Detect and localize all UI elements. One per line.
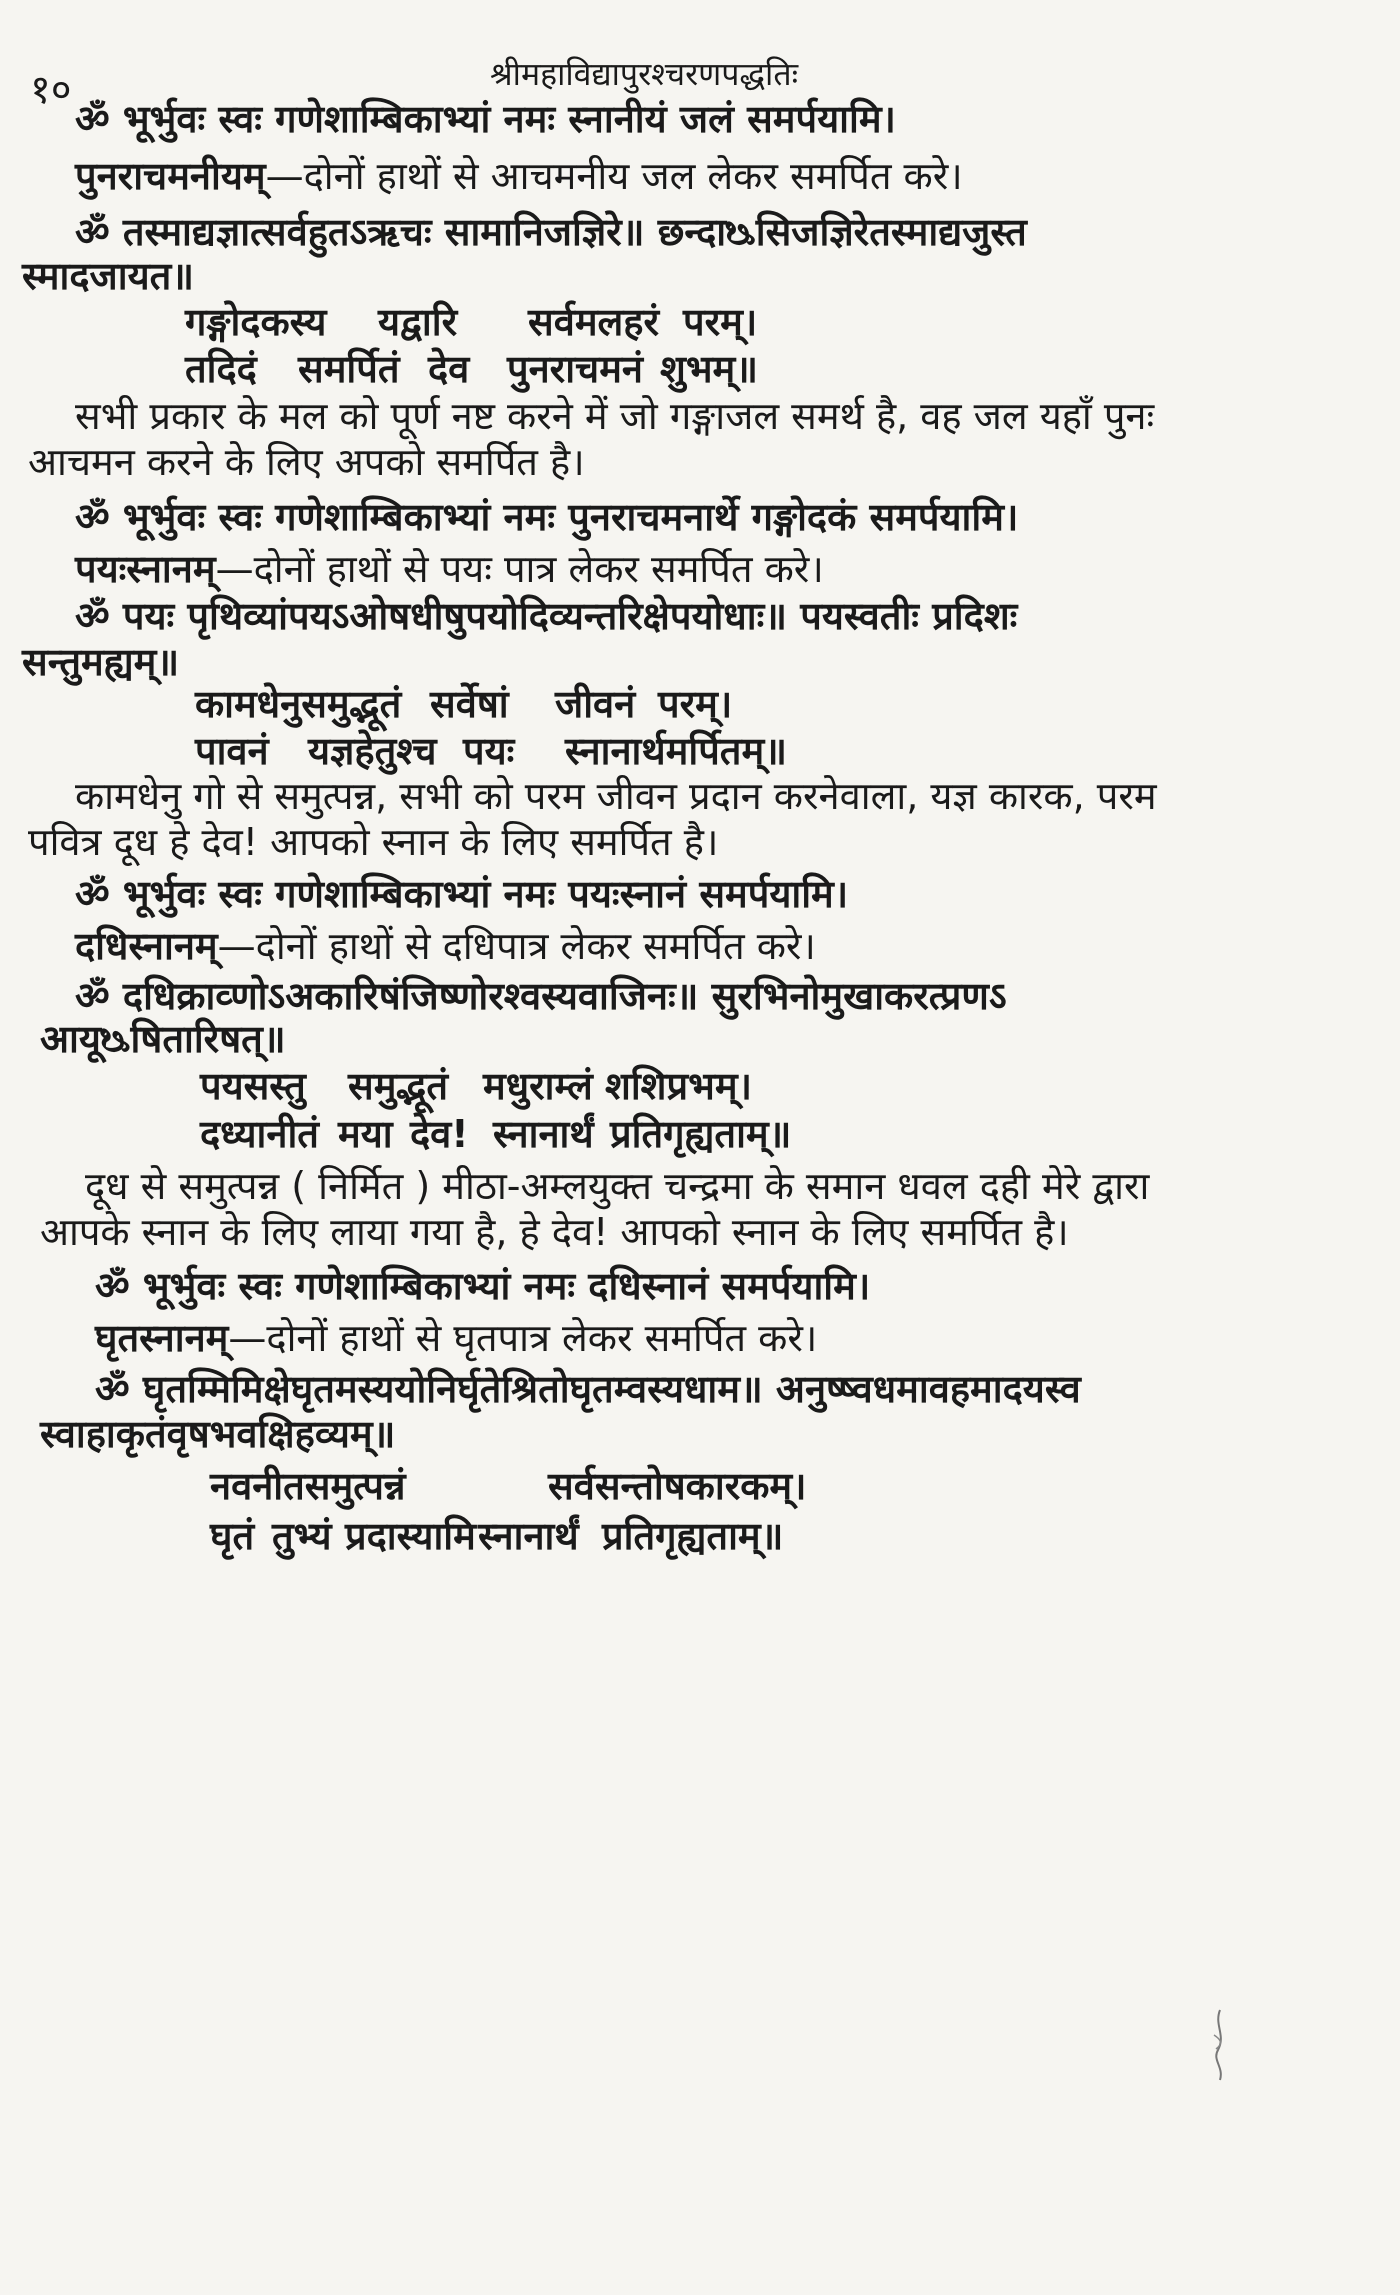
verse-word: प्रदास्यामि xyxy=(345,1514,476,1558)
verse-line xyxy=(0,680,1400,728)
instruction-text: —दोनों हाथों से पयः पात्र लेकर समर्पित करे। xyxy=(215,547,824,591)
section-heading: पयःस्नानम् xyxy=(75,547,216,591)
verse-word: शशिप्रभम्। xyxy=(605,1064,752,1108)
verse-word: सर्वमलहरं xyxy=(528,300,660,344)
verse-word: तुभ्यं xyxy=(272,1514,332,1558)
instruction-text: —दोनों हाथों से दधिपात्र लेकर समर्पित करे। xyxy=(217,924,816,968)
mantra-line: सन्तुमह्यम्॥ xyxy=(22,640,180,684)
mantra-line: ॐ भूर्भुवः स्वः गणेशाम्बिकाभ्यां नमः पयःस्नानं समर्पयामि। xyxy=(75,872,849,916)
mantra-line: आयूᳬषितारिषत्॥ xyxy=(40,1017,286,1061)
verse-line xyxy=(0,345,1400,393)
verse-line xyxy=(0,1062,1400,1110)
verse-word: मधुराम्लं xyxy=(483,1064,593,1108)
mantra-line: स्वाहाकृतंवृषभवक्षिहव्यम्॥ xyxy=(40,1412,396,1456)
instruction-line xyxy=(75,152,963,200)
instruction-line xyxy=(75,545,824,593)
verse-line xyxy=(0,1462,1400,1510)
mantra-line: ॐ भूर्भुवः स्वः गणेशाम्बिकाभ्यां नमः स्नानीयं जलं समर्पयामि। xyxy=(75,97,896,141)
verse-word: यद्वारि xyxy=(378,300,458,344)
mantra-line: स्मादजायत॥ xyxy=(22,254,195,298)
verse-word: पुनराचमनं xyxy=(507,347,644,391)
verse-word: समर्पितं xyxy=(298,347,400,391)
verse-line xyxy=(0,1512,1400,1560)
verse-word: कामधेनुसमुद्भूतं xyxy=(195,682,402,726)
verse-word: शुभम्॥ xyxy=(660,347,759,391)
instruction-line xyxy=(75,922,816,970)
mantra-line: ॐ भूर्भुवः स्वः गणेशाम्बिकाभ्यां नमः पुनराचमनार्थे गङ्गोदकं समर्पयामि। xyxy=(75,495,1019,539)
instruction-text: —दोनों हाथों से आचमनीय जल लेकर समर्पित करे। xyxy=(265,154,963,198)
verse-word: यज्ञहेतुश्च xyxy=(308,729,437,773)
verse-word: दध्यानीतं xyxy=(200,1112,319,1156)
verse-word: तदिदं xyxy=(185,347,257,391)
verse-word: सर्वसन्तोषकारकम्। xyxy=(548,1464,807,1508)
translation-line: आचमन करने के लिए अपको समर्पित है। xyxy=(28,440,585,484)
mantra-line: ॐ दधिक्राव्णोऽअकारिषंजिष्णोरश्वस्यवाजिनः॥ सुरभिनोमुखाकरत्प्रणऽ xyxy=(75,974,1007,1018)
ink-smudge-icon xyxy=(1200,2005,1240,2085)
translation-line: आपके स्नान के लिए लाया गया है, हे देव! आपको स्नान के लिए समर्पित है। xyxy=(40,1210,1069,1254)
verse-word: परम्। xyxy=(658,682,733,726)
verse-word: समुद्भूतं xyxy=(348,1064,449,1108)
mantra-line: ॐ पयः पृथिव्यांपयऽओषधीषुपयोदिव्यन्तरिक्षेपयोधाः॥ पयस्वतीः प्रदिशः xyxy=(75,594,1018,638)
translation-line: कामधेनु गो से समुत्पन्न, सभी को परम जीवन प्रदान करनेवाला, यज्ञ कारक, परम xyxy=(75,774,1157,818)
verse-word: पावनं xyxy=(195,729,269,773)
verse-line xyxy=(0,727,1400,775)
verse-word: प्रतिगृह्यताम्॥ xyxy=(610,1112,792,1156)
verse-word: स्नानार्थं xyxy=(493,1112,594,1156)
instruction-text: —दोनों हाथों से घृतपात्र लेकर समर्पित करे। xyxy=(228,1316,818,1360)
mantra-line: ॐ भूर्भुवः स्वः गणेशाम्बिकाभ्यां नमः दधिस्नानं समर्पयामि। xyxy=(95,1264,871,1308)
verse-word: जीवनं xyxy=(555,682,636,726)
verse-word: पयसस्तु xyxy=(200,1064,306,1108)
running-title: श्रीमहाविद्यापुरश्चरणपद्धतिः xyxy=(490,55,799,93)
translation-line: सभी प्रकार के मल को पूर्ण नष्ट करने में जो गङ्गाजल समर्थ है, वह जल यहाँ पुनः xyxy=(75,394,1155,438)
verse-word: गङ्गोदकस्य xyxy=(185,300,327,344)
verse-word: सर्वेषां xyxy=(430,682,509,726)
verse-word: घृतं xyxy=(210,1514,255,1558)
section-heading: पुनराचमनीयम् xyxy=(75,154,266,198)
verse-word: प्रतिगृह्यताम्॥ xyxy=(602,1514,784,1558)
verse-word: मया xyxy=(338,1112,393,1156)
section-heading: घृतस्नानम् xyxy=(95,1316,229,1360)
verse-word: परम्। xyxy=(683,300,758,344)
verse-word: स्नानार्थं xyxy=(478,1514,579,1558)
mantra-line: ॐ घृतम्मिमिक्षेघृतमस्ययोनिर्घृतेश्रितोघृतम्वस्यधाम॥ अनुष्ष्वधमावहमादयस्व xyxy=(95,1367,1081,1411)
verse-word: पयः xyxy=(463,729,515,773)
translation-line: दूध से समुत्पन्न ( निर्मित ) मीठा-अम्लयुक्त चन्द्रमा के समान धवल दही मेरे द्वारा xyxy=(85,1164,1150,1208)
verse-line xyxy=(0,298,1400,346)
verse-word: स्नानार्थमर्पितम्॥ xyxy=(565,729,787,773)
verse-line xyxy=(0,1110,1400,1158)
verse-word: देव! xyxy=(410,1112,469,1156)
verse-word: देव xyxy=(428,347,470,391)
instruction-line xyxy=(95,1314,817,1362)
section-heading: दधिस्नानम् xyxy=(75,924,218,968)
translation-line: पवित्र दूध हे देव! आपको स्नान के लिए समर्पित है। xyxy=(28,820,719,864)
mantra-line: ॐ तस्माद्यज्ञात्सर्वहुतऽऋचः सामानिजज्ञिरे॥ छन्दाᳬसिजज्ञिरेतस्माद्यजुस्त xyxy=(75,210,1027,254)
verse-word: नवनीतसमुत्पन्नं xyxy=(210,1464,406,1508)
page-number: १० xyxy=(30,67,72,113)
